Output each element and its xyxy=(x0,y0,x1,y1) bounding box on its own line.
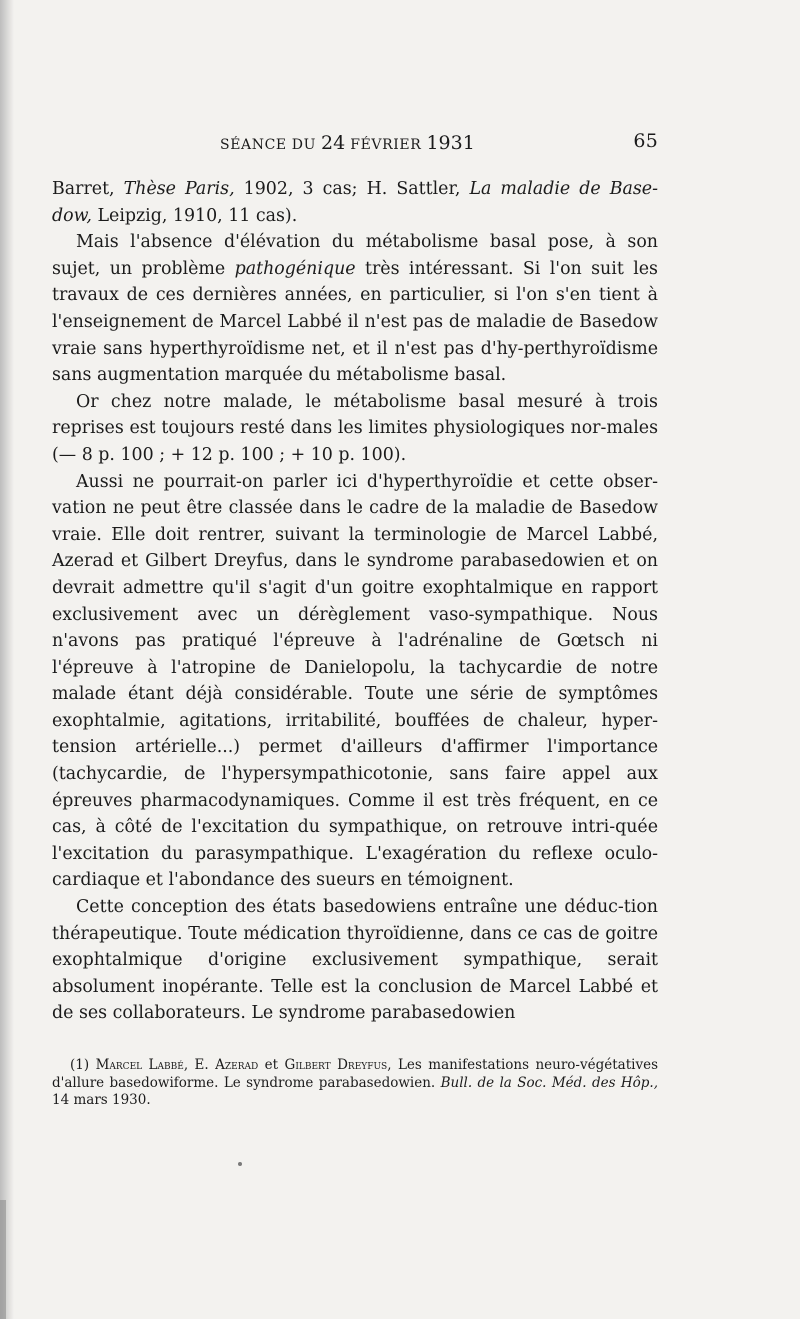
paragraph: Aussi ne pourrait-on parler ici d'hyperthyroïdie et cette obser-vation ne peut être classée dans le cadre de la maladie de Basedow vraie. Elle doit rentrer, suivant la terminologie de Marcel Labbé, Azerad et Gilbert Dreyfus, dans le syndrome parabasedowien et on devrait admettre qu'il s'agit d'un goitre exophtalmique en rapport exclusivement avec un dérèglement vaso-sympathique. Nous n'avons pas pratiqué l'épreuve à l'adrénaline de Gœtsch ni l'épreuve à l'atropine de Danielopolu, la tachycardie de notre malade étant déjà considérable. Toute une série de symptômes exophtalmie, agitations, irritabilité, bouffées de chaleur, hyper-tension artérielle...) permet d'ailleurs d'affirmer l'importance (tachycardie, de l'hypersympathicotonie, sans faire appel aux épreuves pharmacodynamiques. Comme il est très fréquent, en ce cas, à côté de l'excitation du sympathique, on retrouve intri-quée l'excitation du parasympathique. L'exagération du reflexe oculo-cardiaque et l'abondance des sueurs en témoignent. xyxy=(52,471,658,891)
header-title-part1: SÉANCE DU xyxy=(220,137,316,153)
page-number: 65 xyxy=(633,130,658,152)
paragraph: Barret, Thèse Paris, 1902, 3 cas; H. Sattler, La maladie de Base-dow, Leipzig, 1910, 11 cas). xyxy=(52,179,658,226)
running-header xyxy=(52,128,658,158)
running-title xyxy=(220,132,475,154)
scan-shadow xyxy=(0,0,14,1319)
paragraph: Cette conception des états basedowiens entraîne une déduc-tion thérapeutique. Toute médication thyroïdienne, dans ce cas de goitre exophtalmique d'origine exclusivement sympathique, serait absolument inopérante. Telle est la conclusion de Marcel Labbé et de ses collaborateurs. Le syndrome parabasedowien xyxy=(52,897,658,1024)
paragraph: Mais l'absence d'élévation du métabolisme basal pose, à son sujet, un problème pathogénique très intéressant. Si l'on suit les travaux de ces dernières années, en particulier, si l'on s'en tient à l'enseignement de Marcel Labbé il n'est pas de maladie de Basedow vraie sans hyperthyroïdisme net, et il n'est pas d'hy-perthyroïdisme sans augmentation marquée du métabolisme basal. xyxy=(52,232,658,386)
page xyxy=(52,128,658,1110)
footnotes xyxy=(52,1057,658,1110)
body-text xyxy=(52,176,658,1027)
paragraph: Or chez notre malade, le métabolisme basal mesuré à trois reprises est toujours resté dans les limites physiologiques nor-males (— 8 p. 100 ; + 12 p. 100 ; + 10 p. 100). xyxy=(52,391,658,465)
scan-edge xyxy=(0,1200,6,1319)
footnote: (1) Marcel Labbé, E. Azerad et Gilbert Dreyfus, Les manifestations neuro-végétatives d'allure basedowiforme. Le syndrome parabasedowien. Bull. de la Soc. Méd. des Hôp., 14 mars 1930. xyxy=(52,1057,658,1108)
header-day: 24 xyxy=(321,132,346,154)
header-title-part2: FÉVRIER xyxy=(350,137,422,153)
print-speck xyxy=(238,1162,242,1166)
header-year: 1931 xyxy=(426,132,475,154)
